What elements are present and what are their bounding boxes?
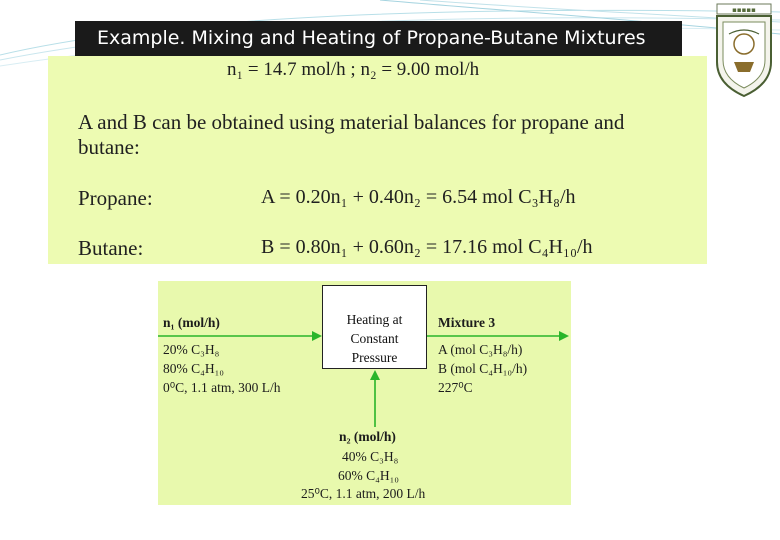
heating-unit-box [322, 285, 427, 369]
university-crest-logo [709, 2, 779, 98]
box-label-line2: Constant [350, 331, 399, 346]
output-header: Mixture 3 [438, 315, 496, 330]
slide-title: Example. Mixing and Heating of Propane-Butane Mixtures [75, 21, 682, 56]
feed1-line1: 20% C₃H₈ [163, 342, 220, 357]
feed2-line1: 40% C₃H₈ [342, 449, 399, 464]
propane-equation: A = 0.20n₁ + 0.40n₂ = 6.54 mol C₃H₈/h [261, 186, 576, 208]
svg-text:▪▪▪▪▪: ▪▪▪▪▪ [732, 6, 756, 14]
feed2-header: n₂ (mol/h) [339, 429, 396, 444]
propane-label: Propane: [78, 186, 153, 210]
output-line1: A (mol C₃H₈/h) [438, 342, 523, 357]
feed2-line2: 60% C₄H₁₀ [338, 468, 399, 483]
process-flow-diagram [158, 281, 571, 505]
feed1-header: n₁ (mol/h) [163, 315, 220, 330]
box-label-line1: Heating at [346, 312, 403, 327]
calculation-panel [48, 56, 707, 264]
butane-equation: B = 0.80n₁ + 0.60n₂ = 17.16 mol C₄H₁₀/h [261, 236, 593, 258]
box-label-line3: Pressure [351, 350, 398, 365]
feed2-line3: 25⁰C, 1.1 atm, 200 L/h [301, 486, 426, 501]
flow-rates-text: n₁ = 14.7 mol/h ; n₂ = 9.00 mol/h [227, 59, 480, 80]
intro-text-line2: butane: [78, 135, 140, 159]
intro-text-line1: A and B can be obtained using material balances for propane and [78, 110, 625, 134]
output-line3: 227⁰C [438, 380, 473, 395]
butane-label: Butane: [78, 236, 144, 260]
feed1-line3: 0⁰C, 1.1 atm, 300 L/h [163, 380, 281, 395]
feed1-line2: 80% C₄H₁₀ [163, 361, 224, 376]
output-line2: B (mol C₄H₁₀/h) [438, 361, 528, 376]
